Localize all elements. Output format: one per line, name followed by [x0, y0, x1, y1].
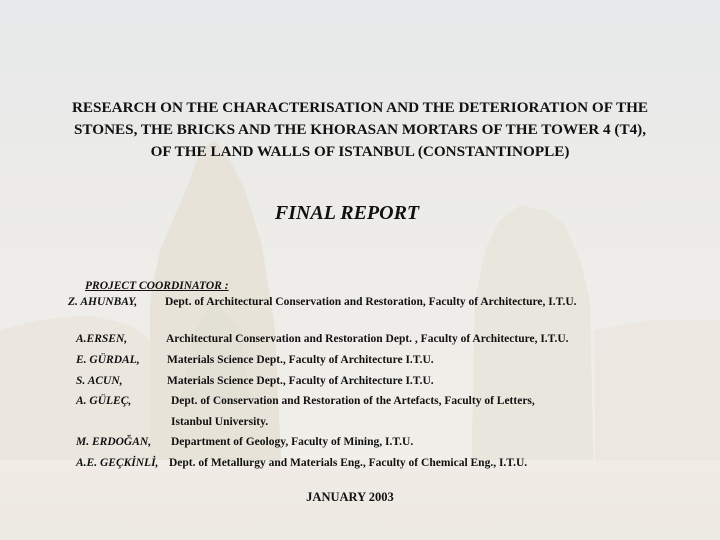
title-line: OF THE LAND WALLS OF ISTANBUL (CONSTANTINOPLE) [150, 143, 570, 160]
member-dept: Materials Science Dept., Faculty of Architecture I.T.U. [167, 375, 434, 387]
member-row [76, 457, 706, 473]
member-dept: Istanbul University. [171, 416, 269, 428]
member-row [76, 436, 706, 452]
member-row [76, 333, 706, 349]
member-dept: Department of Geology, Faculty of Mining, I.T.U. [171, 436, 414, 448]
title-line: RESEARCH ON THE CHARACTERISATION AND THE DETERIORATION OF THE [71, 99, 649, 116]
coordinator-name: Z. AHUNBAY, [68, 296, 138, 308]
report-subtitle: FINAL REPORT [274, 202, 420, 224]
coordinator-row [68, 296, 708, 312]
member-dept: Dept. of Metallurgy and Materials Eng., Faculty of Chemical Eng., I.T.U. [169, 457, 528, 469]
member-name: A. GÜLEÇ, [76, 395, 132, 407]
member-dept: Materials Science Dept., Faculty of Architecture I.T.U. [167, 354, 434, 366]
member-row [76, 395, 706, 411]
member-dept: Dept. of Conservation and Restoration of the Artefacts, Faculty of Letters, [171, 395, 535, 407]
member-dept: Architectural Conservation and Restoration Dept. , Faculty of Architecture, I.T.U. [166, 333, 569, 345]
member-row [76, 416, 706, 432]
member-row [76, 375, 706, 391]
member-name: S. ACUN, [76, 375, 123, 387]
member-name: E. GÜRDAL, [76, 354, 140, 366]
coordinator-heading: PROJECT COORDINATOR : [85, 280, 229, 292]
report-date: JANUARY 2003 [306, 490, 394, 504]
coordinator-dept: Dept. of Architectural Conservation and Restoration, Faculty of Architecture, I.T.U. [165, 296, 577, 308]
title-line: STONES, THE BRICKS AND THE KHORASAN MORTARS OF THE TOWER 4 (T4), [73, 121, 647, 138]
member-row [76, 354, 706, 370]
report-title [40, 97, 680, 163]
member-name: M. ERDOĞAN, [76, 436, 152, 448]
member-name: A.ERSEN, [76, 333, 128, 345]
member-name: A.E. GEÇKİNLİ, [76, 457, 159, 469]
